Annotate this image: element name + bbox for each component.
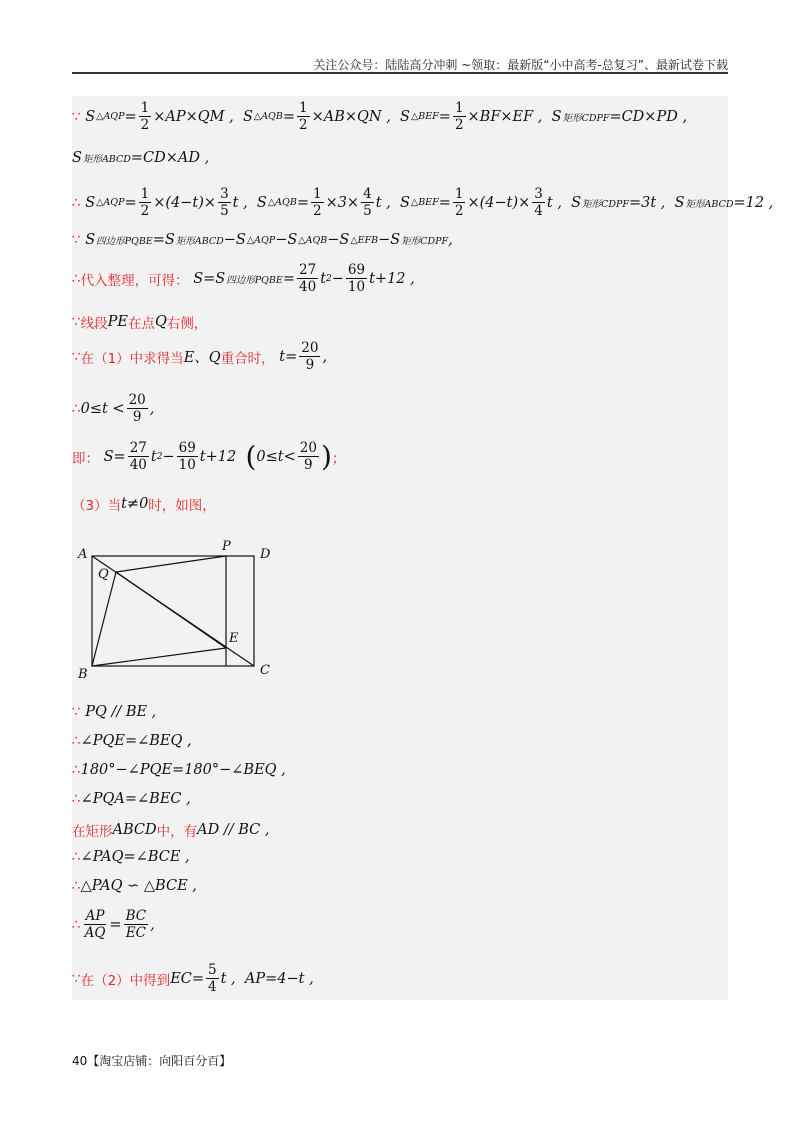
stmt-result: 即： S= $\frac{27}{40}$ t 2 − $\frac{69}{10}$ t+12 ( 0≤t< $\frac{20}{9}$ ) ； [72,439,346,473]
label-a: A [78,547,88,562]
proof-2: ∴ ∠PQE=∠BEQ , [72,733,192,749]
eq-simplified: ∴ 代入整理，可得： S=S 四边形PQBE = $\frac{27}{40}$ t 2 − $\frac{69}{10}$ t+12 , [72,262,415,295]
segment-qb [92,572,116,666]
proof-5: 在矩形 ABCD 中，有 AD // BC , [72,822,270,840]
label-e: E [229,631,239,646]
segment-qe [116,572,226,648]
segment-pq [116,556,226,572]
eq-area-values: ∴ S △AQP = $\frac{1}{2}$ ×(4−t)× $\frac{3}{5}$ t , S △AQB = $\frac{1}{2}$ ×3× $\frac{4}{5}$ t , S △BEF = $\frac{1}{2}$ ×(4−t)× $\frac{3}{4}$ t , S 矩形CDPF =3t , S 矩形ABCD =12 , [72,186,774,219]
segment-be [92,648,226,666]
stmt-coincide: ∵ 在（1）中求得当 E、Q 重合时， t= $\frac{20}{9}$ , [72,340,328,373]
proof-7: ∴ △PAQ ∽ △BCE , [72,878,197,894]
geometry-diagram [72,536,292,686]
proof-8: ∴ $\frac{AP}{AQ}$ = $\frac{BC}{EC}$ , [72,908,155,941]
header-rule [72,72,728,74]
page-header: 关注公众号：陆陆高分冲刺 ~领取：最新版“小中高考-总复习”、最新试卷下载 [313,58,728,72]
label-d: D [260,547,271,562]
eq-area-formulas-2: S 矩形ABCD =CD×AD , [72,150,210,166]
eq-quad-area: ∵ S 四边形PQBE =S 矩形ABCD −S △AQP −S △AQB −S △EFB −S 矩形CDPF , [72,232,453,248]
solution-block [72,96,774,1000]
stmt-range: ∴ 0≤t < $\frac{20}{9}$ , [72,392,155,425]
label-c: C [260,663,270,678]
proof-9: ∵ 在（2）中得到 EC= $\frac{5}{4}$ t , AP=4−t , [72,962,314,995]
label-p: P [222,539,231,554]
part3-heading: （3）当 t≠0 时，如图， [72,496,216,514]
proof-3: ∴ 180°−∠PQE=180°−∠BEQ , [72,762,286,778]
eq-area-formulas-1: ∵ S △AQP = $\frac{1}{2}$ ×AP×QM , S △AQB = $\frac{1}{2}$ ×AB×QN , S △BEF = $\frac{1}{2}$ ×BF×EF , S 矩形CDPF =CD×PD , [72,100,688,133]
proof-4: ∴ ∠PQA=∠BEC , [72,791,191,807]
stmt-segment-pe: ∵ 线段 PE 在点 Q 右侧， [72,314,208,332]
label-q: Q [98,567,109,582]
page-footer [72,1052,231,1069]
label-b: B [78,667,88,682]
proof-6: ∴ ∠PAQ=∠BCE , [72,849,190,865]
shop-label: 【淘宝店铺：向阳百分百】 [87,1054,232,1068]
page-number: 40 [72,1054,88,1068]
proof-1: ∵ PQ // BE , [72,704,157,720]
